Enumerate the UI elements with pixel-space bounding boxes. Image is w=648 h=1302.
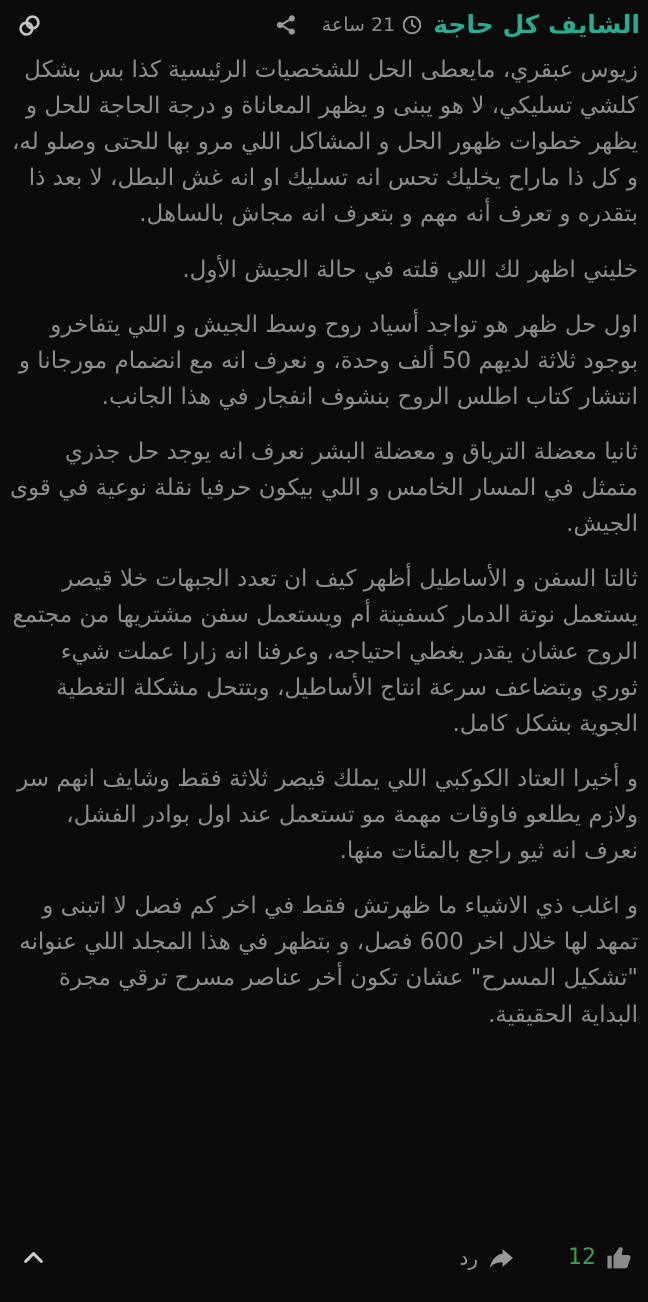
- header-meta-group: [274, 10, 640, 40]
- paragraph: و أخيرا العتاد الكوكبي اللي يملك قيصر ثلاثة فقط وشايف انهم سر ولازم يطلعو فاوقات مهمة مو تستعمل عند اول بوادر الفشل، نعرف انه ثيو راجع بالمئات منها.: [17, 765, 638, 865]
- paragraph: زيوس عبقري، مايعطى الحل للشخصيات الرئيسية كذا بس بشكل كلشي تسليكي، لا هو يبنى و يظهر المعاناة و درجة الحاجة للحل و يظهر خطوات ظهور الحل و المشاكل اللي مرو بها للحتى وصلو له، و كل ذا ماراح يخليك تحس انه تسليك او انه غش البطل، لا بعد ذا بتقدره و تعرف أنه مهم و بتعرف انه مجاش بالساهل.: [11, 57, 638, 228]
- reply-button[interactable]: [459, 1244, 516, 1272]
- paragraph: و اغلب ذي الاشياء ما ظهرتش فقط في اخر كم فصل لا اتبنى و تمهد لها خلال اخر 600 فصل، و بتظهر في هذا المجلد اللي عنوانه "تشكيل المسرح" عشان تكون أخر عناصر مسرح ترقي مجرة البداية الحقيقية.: [19, 893, 638, 1028]
- paragraph: اول حل ظهر هو تواجد أسياد روح وسط الجيش و اللي يتفاخرو بوجود ثلاثة لديهم 50 ألف وحدة، و نعرف انه مع انضمام مورجانا و انتشار كتاب اطلس الروح بنشوف انفجار في هذا الجانب.: [18, 311, 638, 410]
- link-icon[interactable]: [16, 12, 43, 39]
- comment-footer: [0, 1235, 648, 1302]
- comment-header: [0, 0, 648, 42]
- comment-body: [0, 42, 648, 1235]
- footer-collapse-group: [20, 1244, 47, 1271]
- chevron-up-icon[interactable]: [20, 1244, 47, 1271]
- footer-actions-group: [459, 1243, 634, 1272]
- share-icon[interactable]: [274, 13, 298, 37]
- username[interactable]: الشايف كل حاجة: [433, 10, 640, 39]
- paragraph: ثانيا معضلة الترياق و معضلة البشر نعرف انه يوجد حل جذري متمثل في المسار الخامس و اللي بيكون حرفيا نقلة نوعية في قوى الجيش.: [10, 438, 638, 538]
- reply-label: رد: [459, 1245, 478, 1270]
- likes-count: 12: [568, 1245, 596, 1270]
- paragraph: خليني اظهر لك اللي قلته في حالة الجيش الأول.: [182, 256, 638, 283]
- timestamp: 21 ساعة: [321, 14, 396, 36]
- reply-arrow-icon: [488, 1244, 516, 1272]
- clock-icon: [401, 14, 423, 36]
- paragraph: ثالتا السفن و الأساطيل أظهر كيف ان تعدد الجبهات خلا قيصر يستعمل نوتة الدمار كسفينة أم ويستعمل سفن مشتريها من مجتمع الروح عشان يقدر يغطي احتياجه، وعرفنا انه زارا عملت شيء ثوري وبتضاعف سرعة انتاج الأساطيل، وبتتحل مشكلة التغطية الجوية بشكل كامل.: [12, 566, 638, 737]
- header-actions-group: [16, 12, 43, 39]
- thumbs-up-icon[interactable]: [605, 1243, 634, 1272]
